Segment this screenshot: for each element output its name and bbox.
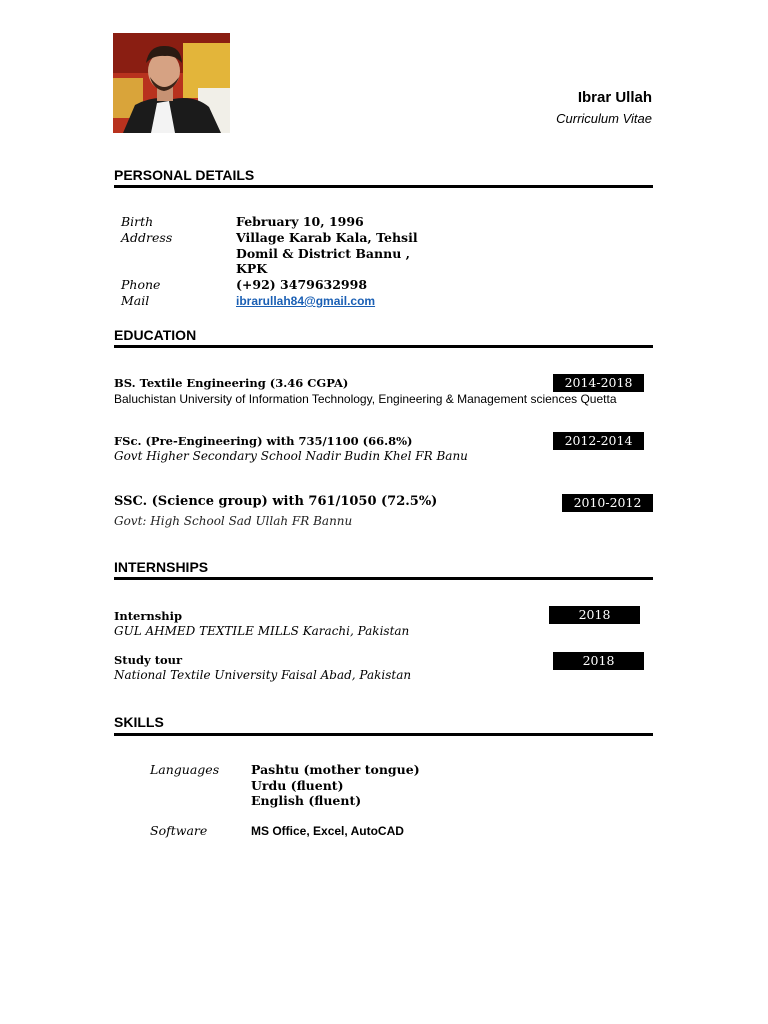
section-divider bbox=[114, 185, 653, 188]
education-title: FSc. (Pre-Engineering) with 735/1100 (66.8%) bbox=[114, 434, 413, 448]
education-title: SSC. (Science group) with 761/1050 (72.5%) bbox=[114, 494, 438, 509]
address-line: Domil & District Bannu , bbox=[236, 245, 410, 261]
profile-photo bbox=[113, 33, 230, 133]
internship-year-badge: 2018 bbox=[549, 606, 640, 624]
section-title-internships: INTERNSHIPS bbox=[114, 559, 209, 575]
internship-year-badge: 2018 bbox=[553, 652, 644, 670]
section-title-education: EDUCATION bbox=[114, 327, 197, 343]
address-line: KPK bbox=[236, 261, 268, 276]
languages-list bbox=[251, 762, 420, 809]
education-institution: Baluchistan University of Information Technology, Engineering & Management sciences Quetta bbox=[114, 392, 617, 406]
software-value: MS Office, Excel, AutoCAD bbox=[251, 824, 404, 838]
section-divider bbox=[114, 733, 653, 736]
internship-title: Study tour bbox=[114, 653, 183, 667]
address-line: Village Karab Kala, Tehsil bbox=[236, 230, 418, 245]
education-institution: Govt Higher Secondary School Nadir Budin Khel FR Banu bbox=[114, 449, 468, 463]
birth-value: February 10, 1996 bbox=[236, 214, 364, 229]
education-years-badge: 2014-2018 bbox=[553, 374, 644, 392]
birth-label: Birth bbox=[121, 214, 154, 229]
candidate-name: Ibrar Ullah bbox=[577, 89, 652, 106]
mail-label: Mail bbox=[121, 293, 150, 308]
email-link[interactable]: ibrarullah84@gmail.com bbox=[236, 294, 376, 308]
education-years-badge: 2010-2012 bbox=[562, 494, 653, 512]
section-title-personal: PERSONAL DETAILS bbox=[114, 167, 255, 183]
internship-title: Internship bbox=[114, 609, 183, 623]
phone-value: (+92) 3479632998 bbox=[236, 277, 368, 292]
address-value bbox=[236, 230, 418, 277]
phone-label: Phone bbox=[121, 277, 161, 292]
language-item: Pashtu (mother tongue) bbox=[251, 762, 420, 777]
language-item: Urdu (fluent) bbox=[251, 777, 344, 793]
languages-label: Languages bbox=[150, 762, 220, 777]
education-years-badge: 2012-2014 bbox=[553, 432, 644, 450]
section-divider bbox=[114, 577, 653, 580]
education-institution: Govt: High School Sad Ullah FR Bannu bbox=[114, 514, 353, 528]
language-item: English (fluent) bbox=[251, 793, 362, 808]
section-title-skills: SKILLS bbox=[114, 714, 164, 730]
section-divider bbox=[114, 345, 653, 348]
software-label: Software bbox=[150, 823, 208, 838]
education-title: BS. Textile Engineering (3.46 CGPA) bbox=[114, 376, 349, 390]
internship-company: National Textile University Faisal Abad, Pakistan bbox=[114, 668, 412, 682]
address-label: Address bbox=[121, 230, 173, 245]
document-subtitle: Curriculum Vitae bbox=[556, 111, 652, 126]
internship-company: GUL AHMED TEXTILE MILLS Karachi, Pakistan bbox=[114, 624, 410, 638]
